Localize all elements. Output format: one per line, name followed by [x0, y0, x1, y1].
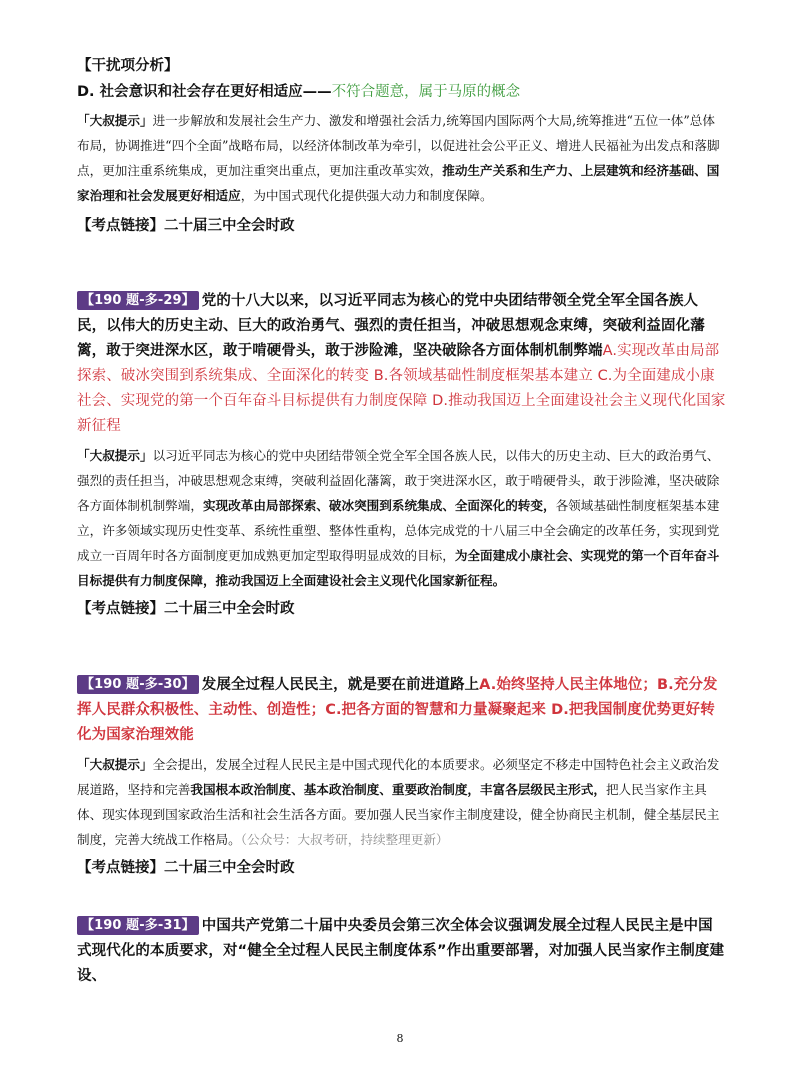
tip-paragraph — [77, 108, 727, 208]
question-30-stem-text: 发展全过程人民民主，就是要在前进道路上 — [201, 677, 480, 693]
tip-bold-text: 实现改革由局部探索、破冰突围到系统集成、全面深化的转变， — [202, 498, 556, 513]
tip-text-end: ，为中国式现代化提供强大动力和制度保障。 — [240, 188, 493, 203]
page-number: 8 — [396, 1032, 404, 1045]
tip-label: 「大叔提示」 — [77, 757, 153, 772]
question-31 — [77, 914, 727, 989]
tip-source-note: （公众号：大叔考研，持续整理更新） — [240, 832, 449, 847]
option-d-text: D. 社会意识和社会存在更好相适应—— — [77, 84, 332, 100]
question-29-options: A.实现改革由局部探索、破冰突围到系统集成、全面深化的转变 B.各领域基础性制度框架基本建立 C.为全面建成小康社会、实现党的第一个百年奋斗目标提供有力制度保障 D.推动我国迈上全面建设社会主义现代化国家新征程 — [77, 343, 726, 434]
question-31-stem-text: 中国共产党第二十届中央委员会第三次全体会议强调发展全过程人民民主是中国式现代化的本质要求，对“健全全过程人民民主制度体系”作出重要部署，对加强人民当家作主制度建设、 — [77, 918, 725, 984]
question-29-tag: 【190 题-多-29】 — [77, 291, 199, 310]
option-d-line — [77, 80, 727, 104]
tip-text: 进一步解放和发展社会生产力、激发和增强社会活力,统筹国内国际两个大局,统筹推进“五位一体”总体布局，协调推进“四个全面”战略布局，以经济体制改革为牵引，以促进社会公平正义、增进人民福祉为出发点和落脚点，更加注重系统集成，更加注重突出重点，更加注重改革实效， — [77, 113, 720, 178]
tip-text-mid: 各领域基础性制度框架基本建立，许多领域实现历史性变革、系统性重塑、整体性重构，总体完成党的十八届三中全会确定的改革任务，实现到党成立一百周年时各方面制度更加成熟更加定型取得明显成效的目标， — [77, 498, 720, 563]
question-29-tip — [77, 443, 727, 593]
question-29 — [77, 289, 727, 621]
question-31-tag: 【190 题-多-31】 — [77, 916, 199, 935]
tip-bold-text: 推动生产关系和生产力、上层建筑和经济基础、国家治理和社会发展更好相适应 — [77, 163, 720, 203]
question-29-stem — [77, 289, 727, 439]
question-30 — [77, 673, 727, 880]
option-d-note: 不符合题意，属于马原的概念 — [331, 84, 521, 100]
tip-bold-text: 我国根本政治制度、基本政治制度、重要政治制度，丰富各层级民主形式， — [190, 782, 606, 797]
tip-label: 「大叔提示」 — [77, 113, 153, 128]
tip-label: 「大叔提示」 — [77, 448, 153, 463]
tip-text: 以习近平同志为核心的党中央团结带领全党全军全国各族人民，以伟大的历史主动、巨大的政治勇气、强烈的责任担当，冲破思想观念束缚，突破利益固化藩篱，敢于突进深水区，敢于啃硬骨头，敢于涉险滩，坚决破除各方面体制机制弊端， — [77, 448, 720, 513]
interference-analysis-section — [77, 54, 727, 238]
interference-analysis-heading: 【干扰项分析】 — [77, 58, 179, 74]
tip-text: 全会提出，发展全过程人民民主是中国式现代化的本质要求。必须坚定不移走中国特色社会主义政治发展道路，坚持和完善 — [77, 757, 720, 797]
question-29-stem-text: 党的十八大以来，以习近平同志为核心的党中央团结带领全党全军全国各族人民，以伟大的历史主动、巨大的政治勇气、强烈的责任担当，冲破思想观念束缚，突破利益固化藩篱，敢于突进深水区，敢于啃硬骨头，敢于涉险滩，坚决破除各方面体制机制弊端 — [77, 293, 705, 359]
question-30-options: A.始终坚持人民主体地位；B.充分发挥人民群众积极性、主动性、创造性；C.把各方面的智慧和力量凝聚起来 D.把我国制度优势更好转化为国家治理效能 — [77, 677, 718, 743]
tip-text-end: 把人民当家作主具体、现实体现到国家政治生活和社会生活各方面。要加强人民当家作主制度建设，健全协商民主机制，健全基层民主制度，完善大统战工作格局。 — [77, 782, 720, 847]
question-30-tag: 【190 题-多-30】 — [77, 675, 199, 694]
exam-point-link: 【考点链接】二十届三中全会时政 — [77, 601, 295, 617]
exam-point-link: 【考点链接】二十届三中全会时政 — [77, 860, 295, 876]
question-30-tip — [77, 752, 727, 852]
tip-bold-text-end: 为全面建成小康社会、实现党的第一个百年奋斗目标提供有力制度保障，推动我国迈上全面建设社会主义现代化国家新征程。 — [77, 548, 720, 588]
exam-point-link: 【考点链接】二十届三中全会时政 — [77, 218, 295, 234]
question-30-stem — [77, 673, 727, 748]
question-31-stem — [77, 914, 727, 989]
